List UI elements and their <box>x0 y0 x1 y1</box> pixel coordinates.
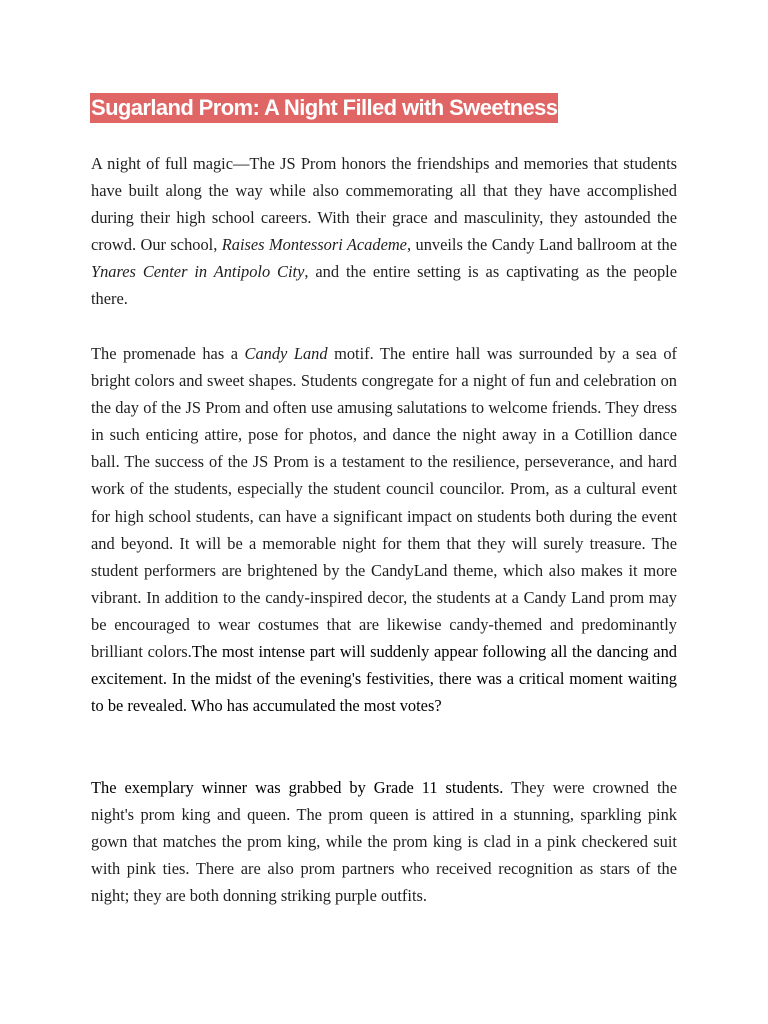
intro-text-2: , unveils the Candy Land ballroom at the <box>406 235 678 255</box>
intro-text-1: A night of full magic—The JS Prom honors the friendships and memories that students have built along the way while also commemorating all that they have accomplished during their high school careers. With their grace and masculinity, they astounded the crowd. Our school, <box>91 154 677 255</box>
theme-text-2: motif. The entire hall was surrounded by a sea of bright colors and sweet shapes. Students congregate for a night of fun and celebration on the day of the JS Prom and often use amusing salutations to welcome friends. They dress in such enticing attire, pose for photos, and dance the night away in a Cotillion dance ball. The success of the JS Prom is a testament to the resilience, perseverance, and hard work of the students, especially the student council councilor. Prom, as a cultural event for high school students, can have a significant impact on students both during the event and beyond. It will be a memorable night for them that they will surely treasure. The student performers are brightened by the CandyLand theme, which also makes it more vibrant. In addition to the candy-inspired decor, the students at a Candy Land prom may be encouraged to wear costumes that are likewise candy-themed and predominantly brilliant colors. <box>91 344 678 662</box>
paragraph-intro <box>91 150 677 313</box>
winners-text: They were crowned the night's prom king and queen. The prom queen is attired in a stunning, sparkling pink gown that matches the prom king, while the prom king is clad in a pink checkered suit with pink ties. There are also prom partners who received recognition as stars of the night; they are both donning striking purple outfits. <box>91 778 677 906</box>
school-name: Raises Montessori Academe <box>221 235 407 255</box>
article-title: Sugarland Prom: A Night Filled with Sweetness <box>90 93 558 123</box>
theme-text-1: The promenade has a <box>91 344 245 363</box>
paragraph-winners <box>91 774 677 909</box>
winners-lead: The exemplary winner was grabbed by Grade 11 students. <box>91 778 504 797</box>
paragraph-theme <box>91 340 677 719</box>
intro-text-3: , and the entire setting is as captivating as the people there. <box>91 262 678 309</box>
venue-name: Ynares Center in Antipolo City <box>91 262 305 282</box>
motif-name: Candy Land <box>244 344 328 363</box>
theme-text-3: The most intense part will suddenly appear following all the dancing and excitement. In the midst of the evening's festivities, there was a critical moment waiting to be revealed. Who has accumulated the most votes? <box>91 642 677 716</box>
